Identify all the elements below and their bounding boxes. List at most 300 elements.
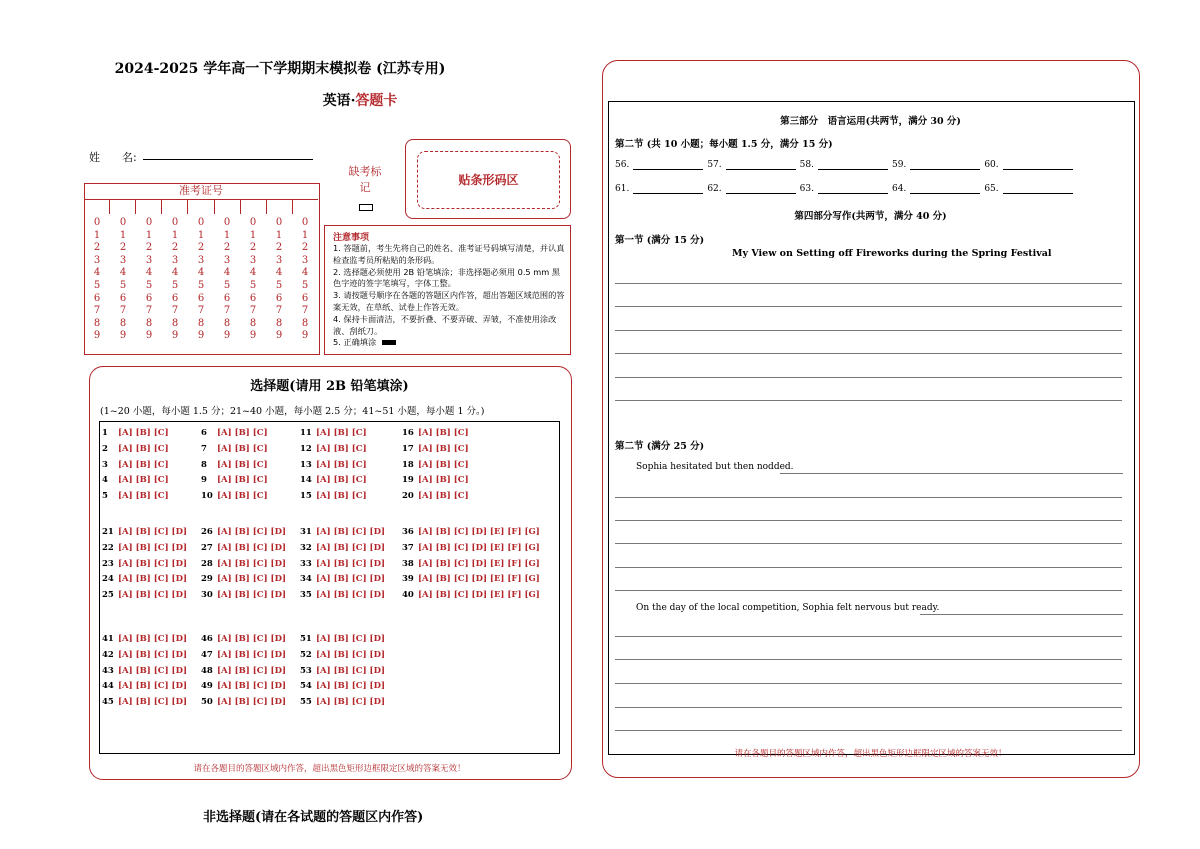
question-number: 14 <box>300 475 312 486</box>
filled-mark-example <box>382 340 396 345</box>
mc-question <box>300 634 385 644</box>
mc-question <box>201 590 286 600</box>
writing-line[interactable] <box>615 353 1122 354</box>
mc-question <box>300 491 367 501</box>
id-digit-bubble[interactable]: 0 <box>249 217 257 228</box>
mc-question <box>402 527 540 537</box>
writing-line[interactable] <box>615 283 1122 284</box>
writing-section1-title: 第一节 (满分 15 分) <box>615 235 705 246</box>
mc-question <box>402 574 540 584</box>
id-digit-bubble[interactable]: 1 <box>197 229 205 241</box>
id-digit-bubble[interactable]: 5 <box>275 279 283 291</box>
answer-options[interactable]: [A] [B] [C] [D] <box>316 681 385 692</box>
answer-options[interactable]: [A] [B] [C] [D] <box>118 681 187 692</box>
id-digit-bubble[interactable]: 0 <box>223 217 231 228</box>
writing-line[interactable] <box>920 614 1123 615</box>
note-item: 2. 选择题必须使用 2B 铅笔填涂；非选择题必须用 0.5 mm 黑色字迹的签字笔填写，字体工整。 <box>333 266 560 289</box>
mc-question <box>102 697 187 707</box>
question-number: 42 <box>102 649 114 660</box>
writing-line[interactable] <box>615 683 1122 684</box>
question-number: 13 <box>300 459 312 470</box>
id-digit-bubble[interactable]: 7 <box>301 305 309 317</box>
mc-question <box>300 527 385 537</box>
mc-question <box>102 491 169 501</box>
answer-options[interactable]: [A] [B] [C] [D] <box>118 590 187 601</box>
mc-question <box>300 460 367 470</box>
note-item-5 <box>333 337 565 349</box>
blank-line[interactable] <box>910 169 980 170</box>
question-number: 5 <box>102 491 108 502</box>
id-digit-bubble[interactable]: 8 <box>223 317 231 329</box>
answer-options[interactable]: [A] [B] [C] <box>316 459 367 470</box>
id-digit-column <box>292 217 318 343</box>
mc-scoring-note: (1~20 小题，每小题 1.5 分；21~40 小题，每小题 2.5 分；41~51 小题，每小题 1 分。) <box>100 406 485 417</box>
id-digit-bubble[interactable]: 3 <box>119 254 127 266</box>
id-digit-bubble[interactable]: 1 <box>171 229 179 241</box>
answer-options[interactable]: [A] [B] [C] [D] <box>316 574 385 585</box>
question-number: 51 <box>300 634 312 644</box>
id-digit-bubble[interactable]: 2 <box>301 242 309 254</box>
id-digit-bubble[interactable]: 7 <box>249 305 257 317</box>
answer-options[interactable]: [A] [B] [C] [D] <box>316 649 385 660</box>
id-digit-column <box>162 217 188 343</box>
id-digit-bubble[interactable]: 8 <box>171 317 179 329</box>
mc-question <box>402 460 469 470</box>
question-number: 48 <box>201 665 213 676</box>
id-digit-bubble[interactable]: 2 <box>275 242 283 254</box>
id-digit-bubble[interactable]: 8 <box>197 317 205 329</box>
answer-options[interactable]: [A] [B] [C] [D] <box>217 681 286 692</box>
writing-line[interactable] <box>615 567 1122 568</box>
note-item: 3. 请按题号顺序在各题的答题区内作答，超出答题区域范围的答案无效，在草纸、试卷上作答无效。 <box>333 290 565 312</box>
id-digit-bubble[interactable]: 1 <box>93 229 101 241</box>
id-digit-bubble[interactable]: 3 <box>249 254 257 266</box>
answer-options[interactable]: [A] [B] [C] <box>418 491 469 502</box>
writing-line[interactable] <box>780 473 1123 474</box>
writing-line[interactable] <box>615 497 1122 498</box>
id-digit-bubble[interactable]: 7 <box>145 305 153 317</box>
blank-number: 57. <box>707 160 722 170</box>
id-digit-bubble[interactable]: 4 <box>223 267 231 279</box>
question-number: 33 <box>300 558 312 569</box>
id-digit-bubble[interactable]: 2 <box>171 242 179 254</box>
id-digit-bubble[interactable]: 2 <box>223 242 231 254</box>
mc-question <box>300 650 385 660</box>
mc-question <box>402 559 540 569</box>
answer-options[interactable]: [A] [B] [C] <box>418 475 469 486</box>
id-digit-bubble[interactable]: 8 <box>275 317 283 329</box>
continuation-paragraph-1: Sophia hesitated but then nodded. <box>636 462 794 472</box>
id-digit-bubble[interactable]: 3 <box>301 254 309 266</box>
writing-line[interactable] <box>615 400 1122 401</box>
mc-question <box>102 650 187 660</box>
id-digit-bubble[interactable]: 4 <box>275 267 283 279</box>
id-digit-bubble[interactable]: 5 <box>93 279 101 291</box>
blank-item <box>800 160 892 170</box>
id-digit-bubble[interactable]: 7 <box>93 305 101 317</box>
id-digit-bubble[interactable]: 6 <box>223 292 231 304</box>
id-digit-bubble[interactable]: 2 <box>249 242 257 254</box>
id-digit-bubble[interactable]: 8 <box>249 317 257 329</box>
mc-question <box>402 491 469 501</box>
id-digit-bubble[interactable]: 5 <box>171 279 179 291</box>
answer-options[interactable]: [A] [B] [C] [D] <box>316 590 385 601</box>
answer-options[interactable]: [A] [B] [C] <box>217 443 268 454</box>
mc-warning: 请在各题目的答题区域内作答，超出黑色矩形边框限定区域的答案无效！ <box>193 764 466 774</box>
barcode-label: 贴条形码区 <box>417 151 560 209</box>
id-digit-bubble[interactable]: 6 <box>249 292 257 304</box>
id-digit-bubble[interactable]: 5 <box>223 279 231 291</box>
mc-question <box>102 634 187 644</box>
answer-options[interactable]: [A] [B] [C] [D] <box>316 634 385 644</box>
id-digit-bubble[interactable]: 1 <box>275 229 283 241</box>
mc-question <box>102 428 169 438</box>
blank-line[interactable] <box>910 193 980 194</box>
question-number: 53 <box>300 665 312 676</box>
answer-options[interactable]: [A] [B] [C] [D] <box>118 634 187 644</box>
id-digit-bubble[interactable]: 3 <box>145 254 153 266</box>
id-digit-bubble[interactable]: 4 <box>171 267 179 279</box>
answer-area-frame <box>608 101 1135 755</box>
mc-question <box>102 444 169 454</box>
question-number: 22 <box>102 542 114 553</box>
question-number: 45 <box>102 697 114 708</box>
answer-options[interactable]: [A] [B] [C] <box>418 459 469 470</box>
id-digit-bubble[interactable]: 4 <box>145 267 153 279</box>
answer-options[interactable]: [A] [B] [C] [D] <box>217 527 286 537</box>
question-number: 52 <box>300 649 312 660</box>
answer-options[interactable]: [A] [B] [C] [D] <box>118 574 187 585</box>
id-cell[interactable] <box>293 200 318 214</box>
id-digit-bubble[interactable]: 3 <box>197 254 205 266</box>
part3-title: 第三部分 语言运用(共两节，满分 30 分) <box>780 116 961 127</box>
mc-question <box>300 444 367 454</box>
non-mc-title: 非选择题(请在各试题的答题区内作答) <box>203 810 424 825</box>
id-digit-bubble[interactable]: 8 <box>93 317 101 329</box>
question-number: 10 <box>201 491 213 502</box>
id-digit-bubble[interactable]: 0 <box>171 217 179 228</box>
question-number: 34 <box>300 574 312 585</box>
id-digit-bubble[interactable]: 2 <box>119 242 127 254</box>
mc-question <box>402 428 469 438</box>
answer-options[interactable]: [A] [B] [C] <box>217 475 268 486</box>
answer-options[interactable]: [A] [B] [C] [D] <box>118 542 187 553</box>
blank-line[interactable] <box>633 169 703 170</box>
answer-options[interactable]: [A] [B] [C] [D] <box>217 590 286 601</box>
question-number: 15 <box>300 491 312 502</box>
answer-options[interactable]: [A] [B] [C] <box>316 475 367 486</box>
blank-line[interactable] <box>818 193 888 194</box>
question-number: 49 <box>201 681 213 692</box>
answer-options[interactable]: [A] [B] [C] [D] [E] [F] [G] <box>418 542 540 553</box>
blank-line[interactable] <box>726 169 796 170</box>
question-number: 24 <box>102 574 114 585</box>
answer-options[interactable]: [A] [B] [C] <box>118 428 169 438</box>
mc-question <box>201 697 286 707</box>
mc-question <box>201 666 286 676</box>
blank-item <box>615 184 707 194</box>
question-number: 7 <box>201 443 207 454</box>
question-number: 23 <box>102 558 114 569</box>
answer-options[interactable]: [A] [B] [C] [D] <box>316 697 385 708</box>
writing-line[interactable] <box>615 330 1122 331</box>
mc-question <box>300 697 385 707</box>
writing-line[interactable] <box>615 306 1122 307</box>
answer-options[interactable]: [A] [B] [C] [D] <box>217 634 286 644</box>
question-number: 31 <box>300 527 312 537</box>
blank-item <box>615 160 707 170</box>
mc-question <box>402 543 540 553</box>
id-digit-bubble[interactable]: 9 <box>145 330 153 342</box>
mc-question <box>201 634 286 644</box>
subtitle-subject: 英语 <box>322 93 351 109</box>
answer-options[interactable]: [A] [B] [C] [D] [E] [F] [G] <box>418 574 540 585</box>
blanks-row-2 <box>615 184 1077 194</box>
blank-number: 61. <box>615 184 630 194</box>
id-cell[interactable] <box>241 200 267 214</box>
id-digit-bubble[interactable]: 0 <box>145 217 153 228</box>
answer-options[interactable]: [A] [B] [C] [D] <box>118 558 187 569</box>
subtitle-answer-sheet: 答题卡 <box>355 93 398 109</box>
question-number: 18 <box>402 459 414 470</box>
id-digit-bubble[interactable]: 7 <box>119 305 127 317</box>
id-cell[interactable] <box>267 200 293 214</box>
writing-line[interactable] <box>615 636 1122 637</box>
question-number: 20 <box>402 491 414 502</box>
id-cell[interactable] <box>110 200 136 214</box>
question-number: 36 <box>402 527 414 537</box>
id-digit-bubble[interactable]: 5 <box>145 279 153 291</box>
id-digit-column <box>136 217 162 343</box>
answer-options[interactable]: [A] [B] [C] [D] <box>316 542 385 553</box>
id-digit-bubble[interactable]: 6 <box>301 292 309 304</box>
id-digit-bubble[interactable]: 4 <box>197 267 205 279</box>
blank-item <box>707 160 799 170</box>
answer-options[interactable]: [A] [B] [C] <box>118 491 169 502</box>
id-digit-bubble[interactable]: 9 <box>301 330 309 342</box>
question-number: 4 <box>102 475 108 486</box>
part4-title: 第四部分写作(共两节，满分 40 分) <box>794 211 947 222</box>
id-digit-bubble[interactable]: 6 <box>171 292 179 304</box>
id-digit-bubble[interactable]: 6 <box>119 292 127 304</box>
blank-line[interactable] <box>726 193 796 194</box>
exam-id-write-cells <box>84 200 318 214</box>
id-digit-bubble[interactable]: 0 <box>119 217 127 228</box>
id-digit-bubble[interactable]: 4 <box>249 267 257 279</box>
id-digit-bubble[interactable]: 9 <box>223 330 231 342</box>
answer-options[interactable]: [A] [B] [C] [D] [E] [F] [G] <box>418 527 540 537</box>
question-number: 47 <box>201 649 213 660</box>
id-digit-bubble[interactable]: 9 <box>249 330 257 342</box>
answer-options[interactable]: [A] [B] [C] [D] <box>316 527 385 537</box>
id-digit-bubble[interactable]: 2 <box>145 242 153 254</box>
question-number: 11 <box>300 428 312 438</box>
id-digit-bubble[interactable]: 6 <box>197 292 205 304</box>
writing-line[interactable] <box>615 590 1122 591</box>
answer-options[interactable]: [A] [B] [C] [D] <box>118 649 187 660</box>
question-number: 17 <box>402 443 414 454</box>
id-digit-bubble[interactable]: 5 <box>197 279 205 291</box>
answer-options[interactable]: [A] [B] [C] [D] <box>217 542 286 553</box>
id-digit-bubble[interactable]: 5 <box>249 279 257 291</box>
id-cell[interactable] <box>162 200 188 214</box>
mc-answer-grid <box>99 421 560 754</box>
mc-question <box>300 681 385 691</box>
answer-options[interactable]: [A] [B] [C] <box>118 475 169 486</box>
id-digit-bubble[interactable]: 2 <box>93 242 101 254</box>
question-number: 12 <box>300 443 312 454</box>
id-digit-bubble[interactable]: 3 <box>171 254 179 266</box>
mc-question <box>201 650 286 660</box>
answer-options[interactable]: [A] [B] [C] [D] <box>217 697 286 708</box>
answer-options[interactable]: [A] [B] [C] [D] <box>118 665 187 676</box>
id-digit-bubble[interactable]: 4 <box>119 267 127 279</box>
answer-options[interactable]: [A] [B] [C] <box>316 443 367 454</box>
writing-section2-title: 第二节 (满分 25 分) <box>615 441 705 452</box>
blank-line[interactable] <box>1003 169 1073 170</box>
id-digit-bubble[interactable]: 6 <box>275 292 283 304</box>
blank-number: 62. <box>707 184 722 194</box>
mc-question <box>402 590 540 600</box>
id-digit-bubble[interactable]: 8 <box>145 317 153 329</box>
id-digit-bubble[interactable]: 0 <box>301 217 309 228</box>
id-cell[interactable] <box>136 200 162 214</box>
mc-title: 选择题(请用 2B 铅笔填涂) <box>250 379 409 394</box>
writing-line[interactable] <box>615 730 1122 731</box>
id-digit-bubble[interactable]: 3 <box>275 254 283 266</box>
id-digit-bubble[interactable]: 7 <box>171 305 179 317</box>
writing-line[interactable] <box>615 377 1122 378</box>
id-digit-bubble[interactable]: 3 <box>93 254 101 266</box>
id-digit-bubble[interactable]: 0 <box>93 217 101 228</box>
exam-id-digit-grid <box>84 217 318 343</box>
id-digit-bubble[interactable]: 0 <box>197 217 205 228</box>
question-number: 27 <box>201 542 213 553</box>
id-digit-bubble[interactable]: 5 <box>119 279 127 291</box>
id-digit-bubble[interactable]: 9 <box>93 330 101 342</box>
question-number: 29 <box>201 574 213 585</box>
mc-question <box>201 559 286 569</box>
answer-options[interactable]: [A] [B] [C] [D] <box>118 697 187 708</box>
answer-options[interactable]: [A] [B] [C] <box>118 459 169 470</box>
part3-section2-title: 第二节 (共 10 小题；每小题 1.5 分，满分 15 分) <box>615 139 833 150</box>
answer-options[interactable]: [A] [B] [C] [D] <box>316 665 385 676</box>
mc-question <box>201 527 286 537</box>
note-item: 1. 答题前，考生先将自己的姓名、准考证号码填写清楚，并认真检查监考员所粘贴的条形码。 <box>333 243 565 265</box>
answer-options[interactable]: [A] [B] [C] [D] <box>217 558 286 569</box>
id-digit-bubble[interactable]: 4 <box>93 267 101 279</box>
mc-question <box>102 559 187 569</box>
id-digit-bubble[interactable]: 2 <box>197 242 205 254</box>
answer-options[interactable]: [A] [B] [C] <box>217 459 268 470</box>
id-digit-bubble[interactable]: 1 <box>301 229 309 241</box>
mc-question <box>402 444 469 454</box>
question-number: 8 <box>201 459 207 470</box>
exam-id-label: 准考证号 <box>84 183 318 200</box>
id-digit-bubble[interactable]: 3 <box>223 254 231 266</box>
id-digit-bubble[interactable]: 6 <box>93 292 101 304</box>
mc-question <box>102 543 187 553</box>
answer-options[interactable]: [A] [B] [C] [D] [E] [F] [G] <box>418 558 540 569</box>
name-field[interactable] <box>143 159 313 160</box>
blank-number: 59. <box>891 160 907 170</box>
id-cell[interactable] <box>188 200 214 214</box>
blank-number: 60. <box>984 160 999 170</box>
answer-options[interactable]: [A] [B] [C] [D] <box>217 665 286 676</box>
id-digit-column <box>188 217 214 343</box>
mc-question <box>102 527 187 537</box>
answer-options[interactable]: [A] [B] [C] <box>217 428 268 438</box>
id-digit-bubble[interactable]: 8 <box>119 317 127 329</box>
answer-options[interactable]: [A] [B] [C] [D] <box>118 527 187 537</box>
answer-options[interactable]: [A] [B] [C] <box>418 428 469 438</box>
absent-mark-box[interactable] <box>359 204 373 211</box>
mc-question <box>300 666 385 676</box>
id-digit-bubble[interactable]: 7 <box>223 305 231 317</box>
continuation-paragraph-2: On the day of the local competition, Sophia felt nervous but ready. <box>636 603 940 613</box>
id-digit-bubble[interactable]: 1 <box>223 229 231 241</box>
blank-item <box>707 184 799 194</box>
id-digit-bubble[interactable]: 9 <box>197 330 205 342</box>
writing-line[interactable] <box>615 707 1122 708</box>
id-digit-bubble[interactable]: 1 <box>145 229 153 241</box>
id-cell[interactable] <box>84 200 110 214</box>
answer-options[interactable]: [A] [B] [C] <box>418 443 469 454</box>
id-digit-bubble[interactable]: 9 <box>171 330 179 342</box>
question-number: 38 <box>402 558 414 569</box>
writing-line[interactable] <box>615 543 1122 544</box>
id-digit-bubble[interactable]: 0 <box>275 217 283 228</box>
id-digit-bubble[interactable]: 6 <box>145 292 153 304</box>
answer-options[interactable]: [A] [B] [C] [D] <box>217 574 286 585</box>
question-number: 26 <box>201 527 213 537</box>
blank-line[interactable] <box>633 193 703 194</box>
id-digit-bubble[interactable]: 9 <box>275 330 283 342</box>
mc-question <box>201 444 268 454</box>
answer-options[interactable]: [A] [B] [C] <box>316 491 367 502</box>
question-number: 37 <box>402 542 414 553</box>
blank-line[interactable] <box>1003 193 1073 194</box>
question-number: 6 <box>201 428 207 438</box>
mc-question <box>102 666 187 676</box>
id-digit-bubble[interactable]: 8 <box>301 317 309 329</box>
writing-line[interactable] <box>615 520 1122 521</box>
question-number: 43 <box>102 665 114 676</box>
answer-options[interactable]: [A] [B] [C] <box>316 428 367 438</box>
writing-line[interactable] <box>615 659 1122 660</box>
mc-question <box>102 475 169 485</box>
id-cell[interactable] <box>215 200 241 214</box>
answer-options[interactable]: [A] [B] [C] [D] [E] [F] [G] <box>418 590 540 601</box>
answer-options[interactable]: [A] [B] [C] [D] <box>217 649 286 660</box>
id-digit-bubble[interactable]: 7 <box>197 305 205 317</box>
id-digit-bubble[interactable]: 9 <box>119 330 127 342</box>
answer-options[interactable]: [A] [B] [C] [D] <box>316 558 385 569</box>
mc-question <box>201 475 268 485</box>
id-digit-bubble[interactable]: 1 <box>119 229 127 241</box>
mc-question <box>201 491 268 501</box>
blank-line[interactable] <box>818 169 888 170</box>
id-digit-bubble[interactable]: 4 <box>301 267 309 279</box>
answer-options[interactable]: [A] [B] [C] <box>118 443 169 454</box>
id-digit-bubble[interactable]: 5 <box>301 279 309 291</box>
id-digit-bubble[interactable]: 1 <box>249 229 257 241</box>
blank-item <box>892 160 984 170</box>
answer-options[interactable]: [A] [B] [C] <box>217 491 268 502</box>
mc-question <box>300 559 385 569</box>
id-digit-bubble[interactable]: 7 <box>275 305 283 317</box>
notes-text <box>333 243 565 349</box>
